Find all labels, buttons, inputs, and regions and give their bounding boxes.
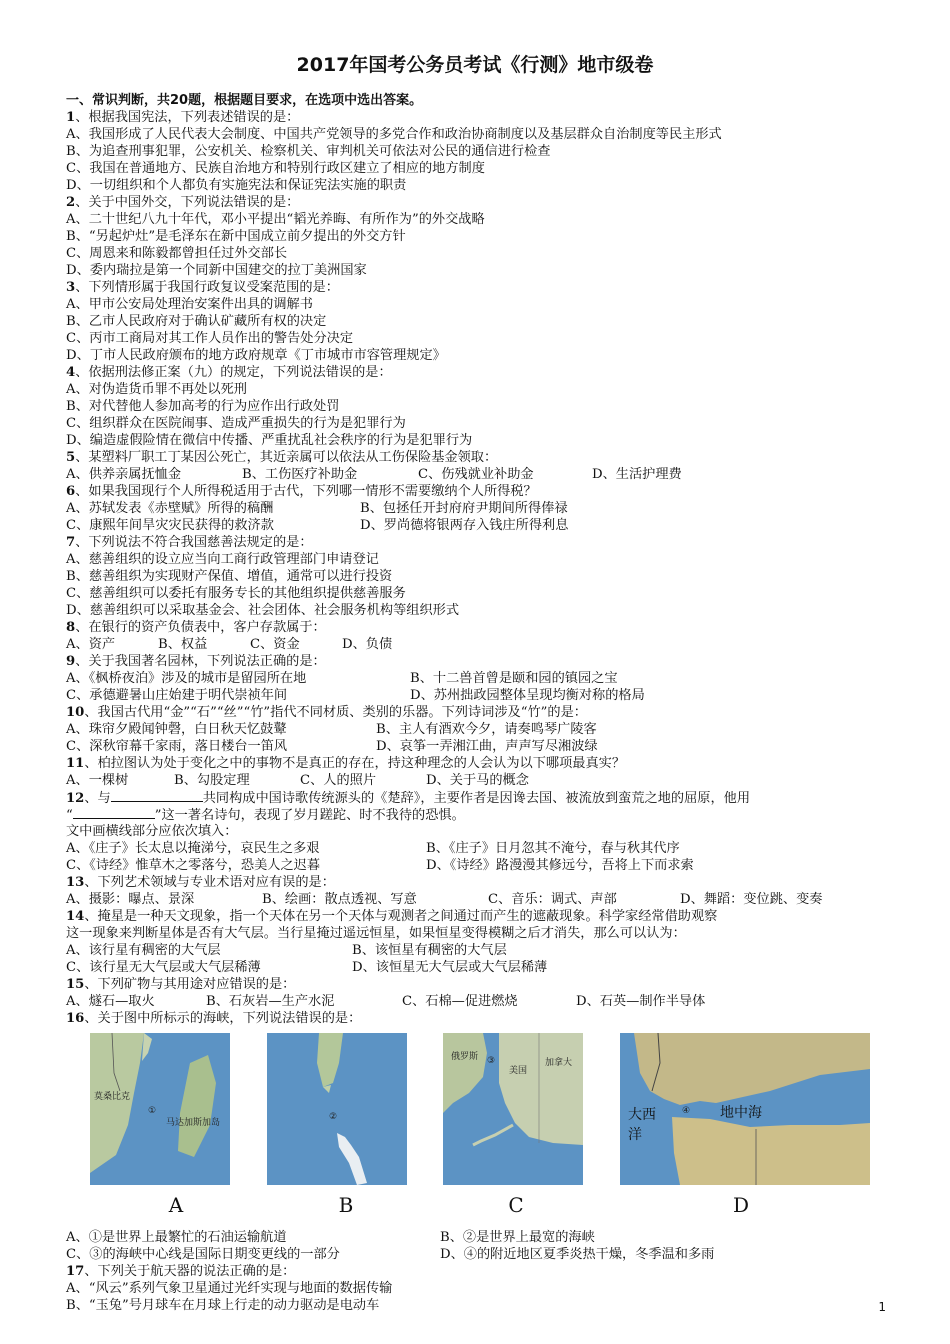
q9-options-row1: [66, 670, 896, 687]
strait-maps: [90, 1033, 870, 1187]
q7-option-d: D、慈善组织可以采取基金会、社会团体、社会服务机构等组织形式: [66, 603, 460, 618]
q7-option-a: A、慈善组织的设立应当向工商行政管理部门申请登记: [66, 552, 379, 567]
q5-option-d: D、生活护理费: [592, 467, 682, 482]
q13-option-a: A、摄影：曝点、景深: [66, 892, 195, 907]
q10-option-b: B、主人有酒欢今夕，请奏鸣琴广陵客: [376, 722, 597, 737]
map-letter-a: A: [168, 1193, 184, 1217]
q9-option-b: B、十二兽首曾是颐和园的镇园之宝: [410, 671, 618, 686]
q8-option-b: B、权益: [158, 637, 208, 652]
q2-option-c: C、周恩来和陈毅都曾担任过外交部长: [66, 246, 288, 261]
q14-option-d: D、该恒星无大气层或大气层稀薄: [352, 960, 548, 975]
label-russia: 俄罗斯: [451, 1052, 479, 1062]
q14-option-c: C、该行星无大气层或大气层稀薄: [66, 960, 261, 975]
q1-option-b: B、为追查刑事犯罪，公安机关、检察机关、审判机关可依法对公民的通信进行检查: [66, 144, 551, 159]
q9-option-d: D、苏州拙政园整体呈现均衡对称的格局: [410, 688, 645, 703]
q6-option-b: B、包拯任开封府府尹期间所得俸禄: [360, 501, 568, 516]
section-heading: 一、常识判断，共20题，根据题目要求，在选项中选出答案。: [66, 93, 423, 108]
q3-option-c: C、丙市工商局对其工作人员作出的警告处分决定: [66, 331, 354, 346]
page-title: 2017年国考公务员考试《行测》地市级卷: [296, 54, 654, 76]
q3-option-a: A、甲市公安局处理治安案件出具的调解书: [66, 297, 313, 312]
q10-option-c: C、深秋帘幕千家雨，落日楼台一笛风: [66, 739, 288, 754]
exam-body: [66, 92, 896, 1314]
q12-option-b: B、《庄子》日月忽其不淹兮，春与秋其代序: [426, 841, 680, 856]
question-9-stem: 9、关于我国著名园林，下列说法正确的是：: [66, 654, 326, 669]
q10-option-a: A、珠帘夕殿闻钟磬，白日秋天忆鼓鼙: [66, 722, 287, 737]
q9-option-c: C、承德避暑山庄始建于明代崇祯年间: [66, 688, 288, 703]
question-8-stem: 8、在银行的资产负债表中，客户存款属于：: [66, 620, 326, 635]
q9-options-row2: [66, 687, 896, 704]
q2-option-d: D、委内瑞拉是第一个同新中国建交的拉丁美洲国家: [66, 263, 367, 278]
q17-option-b: B、“玉兔”号月球车在月球上行走的动力驱动是电动车: [66, 1298, 380, 1313]
page-number: 1: [878, 1300, 886, 1314]
q16-option-c: C、③的海峡中心线是国际日期变更线的一部分: [66, 1247, 340, 1262]
q4-option-c: C、组织群众在医院闹事、造成严重损失的行为是犯罪行为: [66, 416, 406, 431]
q15-option-b: B、石灰岩—生产水泥: [206, 994, 335, 1009]
map-letter-c: C: [508, 1193, 524, 1217]
question-3-stem: 3、下列情形属于我国行政复议受案范围的是：: [66, 280, 339, 295]
question-11-stem: 11、柏拉图认为处于变化之中的事物不是真正的存在，持这种理念的人会认为以下哪项最真实？: [66, 756, 626, 771]
question-13-stem: 13、下列艺术领域与专业术语对应有误的是：: [66, 875, 335, 890]
question-4-stem: 4、依据刑法修正案（九）的规定，下列说法错误的是：: [66, 365, 392, 380]
q6-option-a: A、苏轼发表《赤壁赋》所得的稿酬: [66, 501, 274, 516]
label-usa: 美国: [509, 1066, 528, 1076]
q8-option-d: D、负债: [342, 637, 393, 652]
q5-options: [66, 466, 896, 483]
map-a-graphic: [90, 1033, 230, 1185]
q15-option-c: C、石棉—促进燃烧: [402, 994, 518, 1009]
map-a-mozambique-channel: [90, 1033, 230, 1185]
q2-option-a: A、二十世纪八九十年代，邓小平提出“韬光养晦、有所作为”的外交战略: [66, 212, 485, 227]
question-16-stem: 16、关于图中所标示的海峡，下列说法错误的是：: [66, 1011, 362, 1026]
q1-option-a: A、我国形成了人民代表大会制度、中国共产党领导的多党合作和政治协商制度以及基层群众自治制度等民主形式: [66, 127, 722, 142]
label-mediterranean: 地中海: [719, 1105, 762, 1121]
q2-option-b: B、“另起炉灶”是毛泽东在新中国成立前夕提出的外交方针: [66, 229, 406, 244]
q5-option-a: A、供养亲属抚恤金: [66, 467, 182, 482]
q15-option-d: D、石英—制作半导体: [576, 994, 706, 1009]
q12-options-row1: [66, 840, 896, 857]
q1-option-c: C、我国在普通地方、民族自治地方和特别行政区建立了相应的地方制度: [66, 161, 485, 176]
q10-option-d: D、哀筝一弄湘江曲，声声写尽湘波绿: [376, 739, 598, 754]
marker-4: ④: [681, 1106, 691, 1116]
q13-option-d: D、舞蹈：变位跳、变奏: [680, 892, 823, 907]
question-14-stem: 14、掩星是一种天文现象，指一个天体在另一个天体与观测者之间通过而产生的遮蔽现象。科学家经常借助观察: [66, 909, 718, 924]
q5-option-b: B、工伤医疗补助金: [242, 467, 358, 482]
q3-option-d: D、丁市人民政府颁布的地方政府规章《丁市城市市容管理规定》: [66, 348, 446, 363]
q4-option-d: D、编造虚假险情在微信中传播、严重扰乱社会秩序的行为是犯罪行为: [66, 433, 473, 448]
q11-option-b: B、勾股定理: [174, 773, 250, 788]
map-letters: [106, 1193, 866, 1221]
q14-option-a: A、该行星有稠密的大气层: [66, 943, 221, 958]
q6-option-c: C、康熙年间旱灾灾民获得的救济款: [66, 518, 274, 533]
q10-options-row2: [66, 738, 896, 755]
question-7-stem: 7、下列说法不符合我国慈善法规定的是：: [66, 535, 313, 550]
label-madagascar: 马达加斯加岛: [166, 1118, 221, 1128]
question-5-stem: 5、某塑料厂职工丁某因公死亡，其近亲属可以依法从工伤保险基金领取：: [66, 450, 498, 465]
q6-options-row2: [66, 517, 896, 534]
label-mozambique: 莫桑比克: [94, 1092, 131, 1102]
question-12-line3: 文中画横线部分应依次填入：: [66, 824, 238, 839]
q11-option-a: A、一棵树: [66, 773, 129, 788]
q11-options: [66, 772, 896, 789]
map-b-drake-passage: [267, 1033, 407, 1185]
marker-1: ①: [148, 1106, 157, 1116]
q8-options: [66, 636, 896, 653]
marker-2: ②: [328, 1112, 337, 1122]
label-atlantic-line2: 洋: [627, 1127, 642, 1143]
question-2-stem: 2、关于中国外交，下列说法错误的是：: [66, 195, 300, 210]
q12-option-a: A、《庄子》长太息以掩涕兮，哀民生之多艰: [66, 841, 320, 856]
q13-options: [66, 891, 896, 908]
q16-option-d: D、④的附近地区夏季炎热干燥，冬季温和多雨: [440, 1247, 715, 1262]
q5-option-c: C、伤残就业补助金: [418, 467, 534, 482]
q12-option-c: C、《诗经》惟草木之零落兮，恐美人之迟暮: [66, 858, 321, 873]
q10-options-row1: [66, 721, 896, 738]
q6-option-d: D、罗尚德将银两存入钱庄所得利息: [360, 518, 569, 533]
q14-option-b: B、该恒星有稠密的大气层: [352, 943, 507, 958]
q12-options-row2: [66, 857, 896, 874]
map-letter-d: D: [732, 1193, 750, 1217]
q11-option-c: C、人的照片: [300, 773, 377, 788]
question-10-stem: 10、我国古代用“金”“石”“丝”“竹”指代不同材质、类别的乐器。下列诗词涉及“竹”的是：: [66, 705, 587, 720]
q4-option-b: B、对代替他人参加高考的行为应作出行政处罚: [66, 399, 340, 414]
label-canada: 加拿大: [545, 1058, 573, 1068]
label-atlantic-line1: 大西: [627, 1107, 656, 1123]
q7-option-c: C、慈善组织可以委托有服务专长的其他组织提供慈善服务: [66, 586, 406, 601]
q8-option-a: A、资产: [66, 637, 116, 652]
q14-options-row1: [66, 942, 896, 959]
question-6-stem: 6、如果我国现行个人所得税适用于古代，下列哪一情形不需要缴纳个人所得税？: [66, 484, 537, 499]
question-1-stem: 1、根据我国宪法，下列表述错误的是：: [66, 110, 300, 125]
map-d-gibraltar-strait: [620, 1033, 870, 1185]
q14-options-row2: [66, 959, 896, 976]
q9-option-a: A、《枫桥夜泊》涉及的城市是留园所在地: [66, 671, 307, 686]
q8-option-c: C、资金: [250, 637, 300, 652]
fill-blank-1: [111, 789, 203, 802]
q12-option-d: D、《诗经》路漫漫其修远兮，吾将上下而求索: [426, 858, 694, 873]
map-b-graphic: [267, 1033, 407, 1185]
q16-options-row2: [66, 1246, 896, 1263]
q4-option-a: A、对伪造货币罪不再处以死刑: [66, 382, 247, 397]
q16-options-row1: [66, 1229, 896, 1246]
fill-blank-2: [73, 806, 155, 819]
question-14-line2: 这一现象来判断星体是否有大气层。当行星掩过遥远恒星，如果恒星变得模糊之后才消失，那么可以认为：: [66, 926, 686, 941]
map-c-graphic: [443, 1033, 583, 1185]
q13-option-b: B、绘画：散点透视、写意: [262, 892, 417, 907]
question-17-stem: 17、下列关于航天器的说法正确的是：: [66, 1264, 296, 1279]
question-15-stem: 15、下列矿物与其用途对应错误的是：: [66, 977, 296, 992]
q7-option-b: B、慈善组织为实现财产保值、增值，通常可以进行投资: [66, 569, 393, 584]
q13-option-c: C、音乐：调式、声部: [488, 892, 617, 907]
q16-option-a: A、①是世界上最繁忙的石油运输航道: [66, 1230, 287, 1245]
q17-option-a: A、“风云”系列气象卫星通过光纤实现与地面的数据传输: [66, 1281, 393, 1296]
question-12-line2: “ ”这一著名诗句，表现了岁月蹉跎、时不我待的恐惧。: [66, 808, 465, 823]
q6-options-row1: [66, 500, 896, 517]
q11-option-d: D、关于马的概念: [426, 773, 529, 788]
q1-option-d: D、一切组织和个人都负有实施宪法和保证宪法实施的职责: [66, 178, 407, 193]
map-c-bering-strait: [443, 1033, 583, 1185]
q16-option-b: B、②是世界上最宽的海峡: [440, 1230, 595, 1245]
map-d-graphic: [620, 1033, 870, 1185]
question-12-stem: 12、与 共同构成中国诗歌传统源头的《楚辞》，主要作者是因谗去国、被流放到蛮荒之地的屈原，他用: [66, 791, 751, 806]
q3-option-b: B、乙市人民政府对于确认矿藏所有权的决定: [66, 314, 327, 329]
marker-3: ③: [487, 1056, 496, 1066]
map-letter-b: B: [338, 1193, 354, 1217]
q15-options: [66, 993, 896, 1010]
q15-option-a: A、燧石—取火: [66, 994, 155, 1009]
